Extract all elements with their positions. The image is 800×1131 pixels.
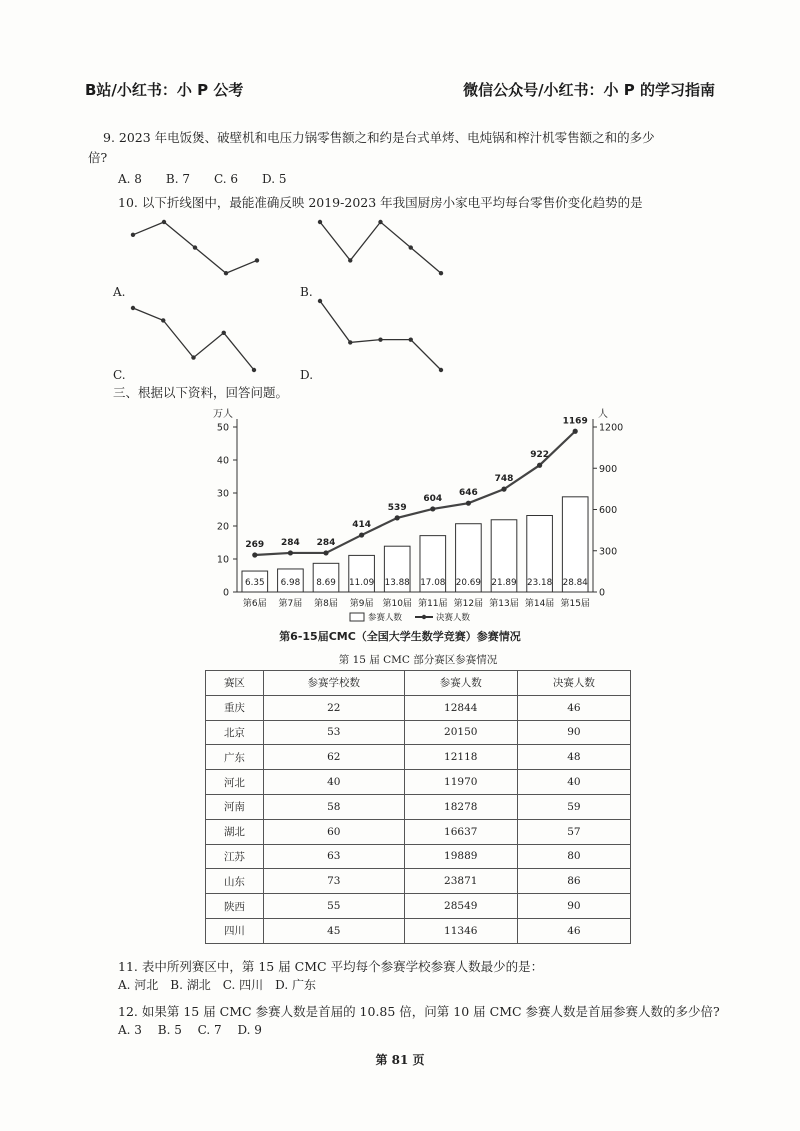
bar-value-label: 13.88: [384, 578, 410, 588]
cmc-chart: [200, 405, 640, 645]
finalists-point: [288, 550, 293, 555]
finalists-value-label: 284: [316, 537, 336, 548]
option-D-point: [378, 337, 382, 341]
option-D-point: [318, 299, 322, 303]
table-cell: 广东: [206, 745, 264, 770]
table-cell: 陕西: [206, 894, 264, 919]
table-cell: 22: [263, 695, 404, 720]
table-row: [206, 770, 631, 795]
y-left-tick-label: 20: [216, 521, 229, 533]
table-cell: 45: [263, 918, 404, 943]
option-A-point: [131, 233, 135, 237]
x-tick-label: 第6届: [242, 599, 267, 609]
option-A-point: [193, 245, 197, 249]
option-A-point: [224, 271, 228, 275]
table-cell: 重庆: [206, 695, 264, 720]
table-cell: 48: [517, 745, 630, 770]
bar-value-label: 17.08: [420, 578, 446, 588]
bar-value-label: 8.69: [316, 578, 336, 588]
table-cell: 40: [517, 770, 630, 795]
q9-options: A. 8 B. 7 C. 6 D. 5: [118, 172, 287, 186]
x-tick-label: 第11届: [418, 599, 448, 609]
legend-line-marker: [422, 615, 426, 619]
table-cell: 86: [517, 869, 630, 894]
x-tick-label: 第9届: [349, 599, 374, 609]
bar-value-label: 11.09: [349, 578, 375, 588]
table-cell: 河北: [206, 770, 264, 795]
finalists-value-label: 284: [281, 537, 300, 548]
table-cell: 28549: [404, 894, 517, 919]
option-D-point: [439, 368, 443, 372]
q10-label-b: B.: [300, 285, 313, 299]
finalists-point: [466, 501, 471, 506]
bar-value-label: 28.84: [562, 578, 588, 588]
table-cell: 19889: [404, 844, 517, 869]
y-right-tick-label: 1200: [599, 422, 624, 434]
option-D-line: [320, 301, 441, 370]
table-row: [206, 695, 631, 720]
option-C-point: [191, 355, 195, 359]
table-cell: 山东: [206, 869, 264, 894]
option-A-point: [162, 220, 166, 224]
option-B-point: [378, 220, 382, 224]
y-right-tick-label: 900: [599, 463, 618, 475]
finalists-value-label: 539: [387, 502, 407, 513]
finalists-point: [430, 506, 435, 511]
header-left: B站/小红书：小 P 公考: [85, 81, 244, 99]
table-header-row: [206, 671, 631, 696]
q11-text: 11. 表中所列赛区中，第 15 届 CMC 平均每个参赛学校参赛人数最少的是：: [118, 959, 544, 974]
legend-bar-swatch: [350, 613, 364, 621]
table-row: [206, 794, 631, 819]
finalists-point: [395, 515, 400, 520]
table-cell: 16637: [404, 819, 517, 844]
bar-value-label: 6.35: [245, 578, 265, 588]
y-left-tick-label: 10: [216, 554, 229, 566]
table-cell: 12118: [404, 745, 517, 770]
legend-label: 参赛人数: [368, 613, 403, 623]
table-row: [206, 894, 631, 919]
table-cell: 59: [517, 794, 630, 819]
table-cell: 12844: [404, 695, 517, 720]
table-cell: 湖北: [206, 819, 264, 844]
finalists-point: [252, 552, 257, 557]
table-cell: 河南: [206, 794, 264, 819]
table-cell: 57: [517, 819, 630, 844]
table-cell: 46: [517, 695, 630, 720]
finalists-point: [501, 487, 506, 492]
table-cell: 63: [263, 844, 404, 869]
x-tick-label: 第8届: [314, 599, 338, 609]
table-row: [206, 745, 631, 770]
q9-text-line2: 倍?: [88, 150, 108, 165]
table-cell: 60: [263, 819, 404, 844]
option-B-point: [409, 245, 413, 249]
table-row: [206, 918, 631, 943]
y-left-tick-label: 40: [216, 455, 229, 467]
table-cell: 90: [517, 894, 630, 919]
option-C-point: [131, 306, 135, 310]
x-tick-label: 第7届: [278, 599, 303, 609]
finalists-point: [359, 532, 364, 537]
finalists-value-label: 269: [245, 540, 265, 551]
y-left-tick-label: 50: [216, 422, 229, 434]
q10-text: 10. 以下折线图中，最能准确反映 2019-2023 年我国厨房小家电平均每台零售价变化趋势的是: [118, 195, 643, 210]
q12-options: A. 3 B. 5 C. 7 D. 9: [118, 1023, 262, 1037]
y-left-tick-label: 0: [222, 587, 229, 599]
option-B-point: [439, 271, 443, 275]
q10-label-c: C.: [113, 368, 126, 382]
table-cell: 90: [517, 720, 630, 745]
table-title: 第 15 届 CMC 部分赛区参赛情况: [338, 654, 498, 666]
finalists-point: [537, 463, 542, 468]
q10-label-d: D.: [300, 368, 314, 382]
table-header: 参赛学校数: [263, 671, 404, 696]
y-right-unit: 人: [598, 409, 608, 420]
legend-label: 决赛人数: [436, 613, 471, 623]
y-right-tick-label: 0: [599, 587, 606, 599]
option-B-point: [318, 220, 322, 224]
table-cell: 53: [263, 720, 404, 745]
x-tick-label: 第14届: [524, 599, 555, 609]
q12-text: 12. 如果第 15 届 CMC 参赛人数是首届的 10.85 倍，问第 10 届 CMC 参赛人数是首届参赛人数的多少倍?: [118, 1004, 720, 1019]
y-right-tick-label: 300: [599, 546, 618, 558]
table-cell: 北京: [206, 720, 264, 745]
bar-value-label: 20.69: [455, 578, 481, 588]
y-right-tick-label: 600: [599, 505, 618, 516]
table-cell: 55: [263, 894, 404, 919]
q10-label-a: A.: [113, 285, 126, 299]
option-C-point: [252, 368, 256, 372]
q9-text-line1: 9. 2023 年电饭煲、破壁机和电压力锅零售额之和约是台式单烤、电炖锅和榨汁机零售额之和的多少: [103, 130, 655, 145]
table-cell: 58: [263, 794, 404, 819]
table-cell: 江苏: [206, 844, 264, 869]
option-C-line: [133, 308, 254, 370]
option-B-line: [320, 222, 441, 273]
q11-options: A. 河北 B. 湖北 C. 四川 D. 广东: [118, 978, 316, 992]
table-row: [206, 844, 631, 869]
finalists-value-label: 604: [423, 493, 443, 504]
y-left-unit: 万人: [213, 409, 233, 420]
table-cell: 18278: [404, 794, 517, 819]
q10-option-graphs: [0, 0, 800, 400]
finalists-value-label: 922: [530, 450, 549, 461]
table-row: [206, 869, 631, 894]
table-cell: 46: [517, 918, 630, 943]
finalists-value-label: 748: [494, 474, 514, 485]
chart-caption: 第6-15届CMC（全国大学生数学竞赛）参赛情况: [279, 630, 521, 643]
table-cell: 23871: [404, 869, 517, 894]
table-cell: 62: [263, 745, 404, 770]
page-number: 第 81 页: [375, 1053, 425, 1067]
x-tick-label: 第10届: [382, 599, 412, 609]
bar-value-label: 21.89: [491, 578, 517, 588]
table-row: [206, 720, 631, 745]
finalists-value-label: 1169: [562, 416, 588, 427]
option-C-point: [161, 318, 165, 322]
table-cell: 40: [263, 770, 404, 795]
table-cell: 11970: [404, 770, 517, 795]
table-row: [206, 819, 631, 844]
y-left-tick-label: 30: [216, 488, 229, 500]
x-tick-label: 第12届: [453, 599, 484, 609]
table-cell: 73: [263, 869, 404, 894]
bar-value-label: 23.18: [527, 578, 553, 588]
option-C-point: [222, 331, 226, 335]
finalists-point: [573, 429, 578, 434]
option-A-point: [255, 258, 259, 262]
table-cell: 11346: [404, 918, 517, 943]
header-right: 微信公众号/小红书：小 P 的学习指南: [463, 81, 715, 99]
option-B-point: [348, 258, 352, 262]
table-header: 决赛人数: [517, 671, 630, 696]
option-D-point: [409, 337, 413, 341]
x-tick-label: 第15届: [560, 599, 590, 609]
table-header: 赛区: [206, 671, 264, 696]
finalists-point: [323, 550, 328, 555]
finalists-value-label: 414: [352, 520, 371, 531]
table-cell: 四川: [206, 918, 264, 943]
section-title: 三、根据以下资料，回答问题。: [113, 385, 289, 400]
table-cell: 20150: [404, 720, 517, 745]
bar-value-label: 6.98: [280, 578, 301, 588]
cmc-table: [205, 670, 631, 944]
table-cell: 80: [517, 844, 630, 869]
option-D-point: [348, 340, 352, 344]
finalists-value-label: 646: [459, 488, 478, 499]
table-header: 参赛人数: [404, 671, 517, 696]
x-tick-label: 第13届: [489, 599, 519, 609]
